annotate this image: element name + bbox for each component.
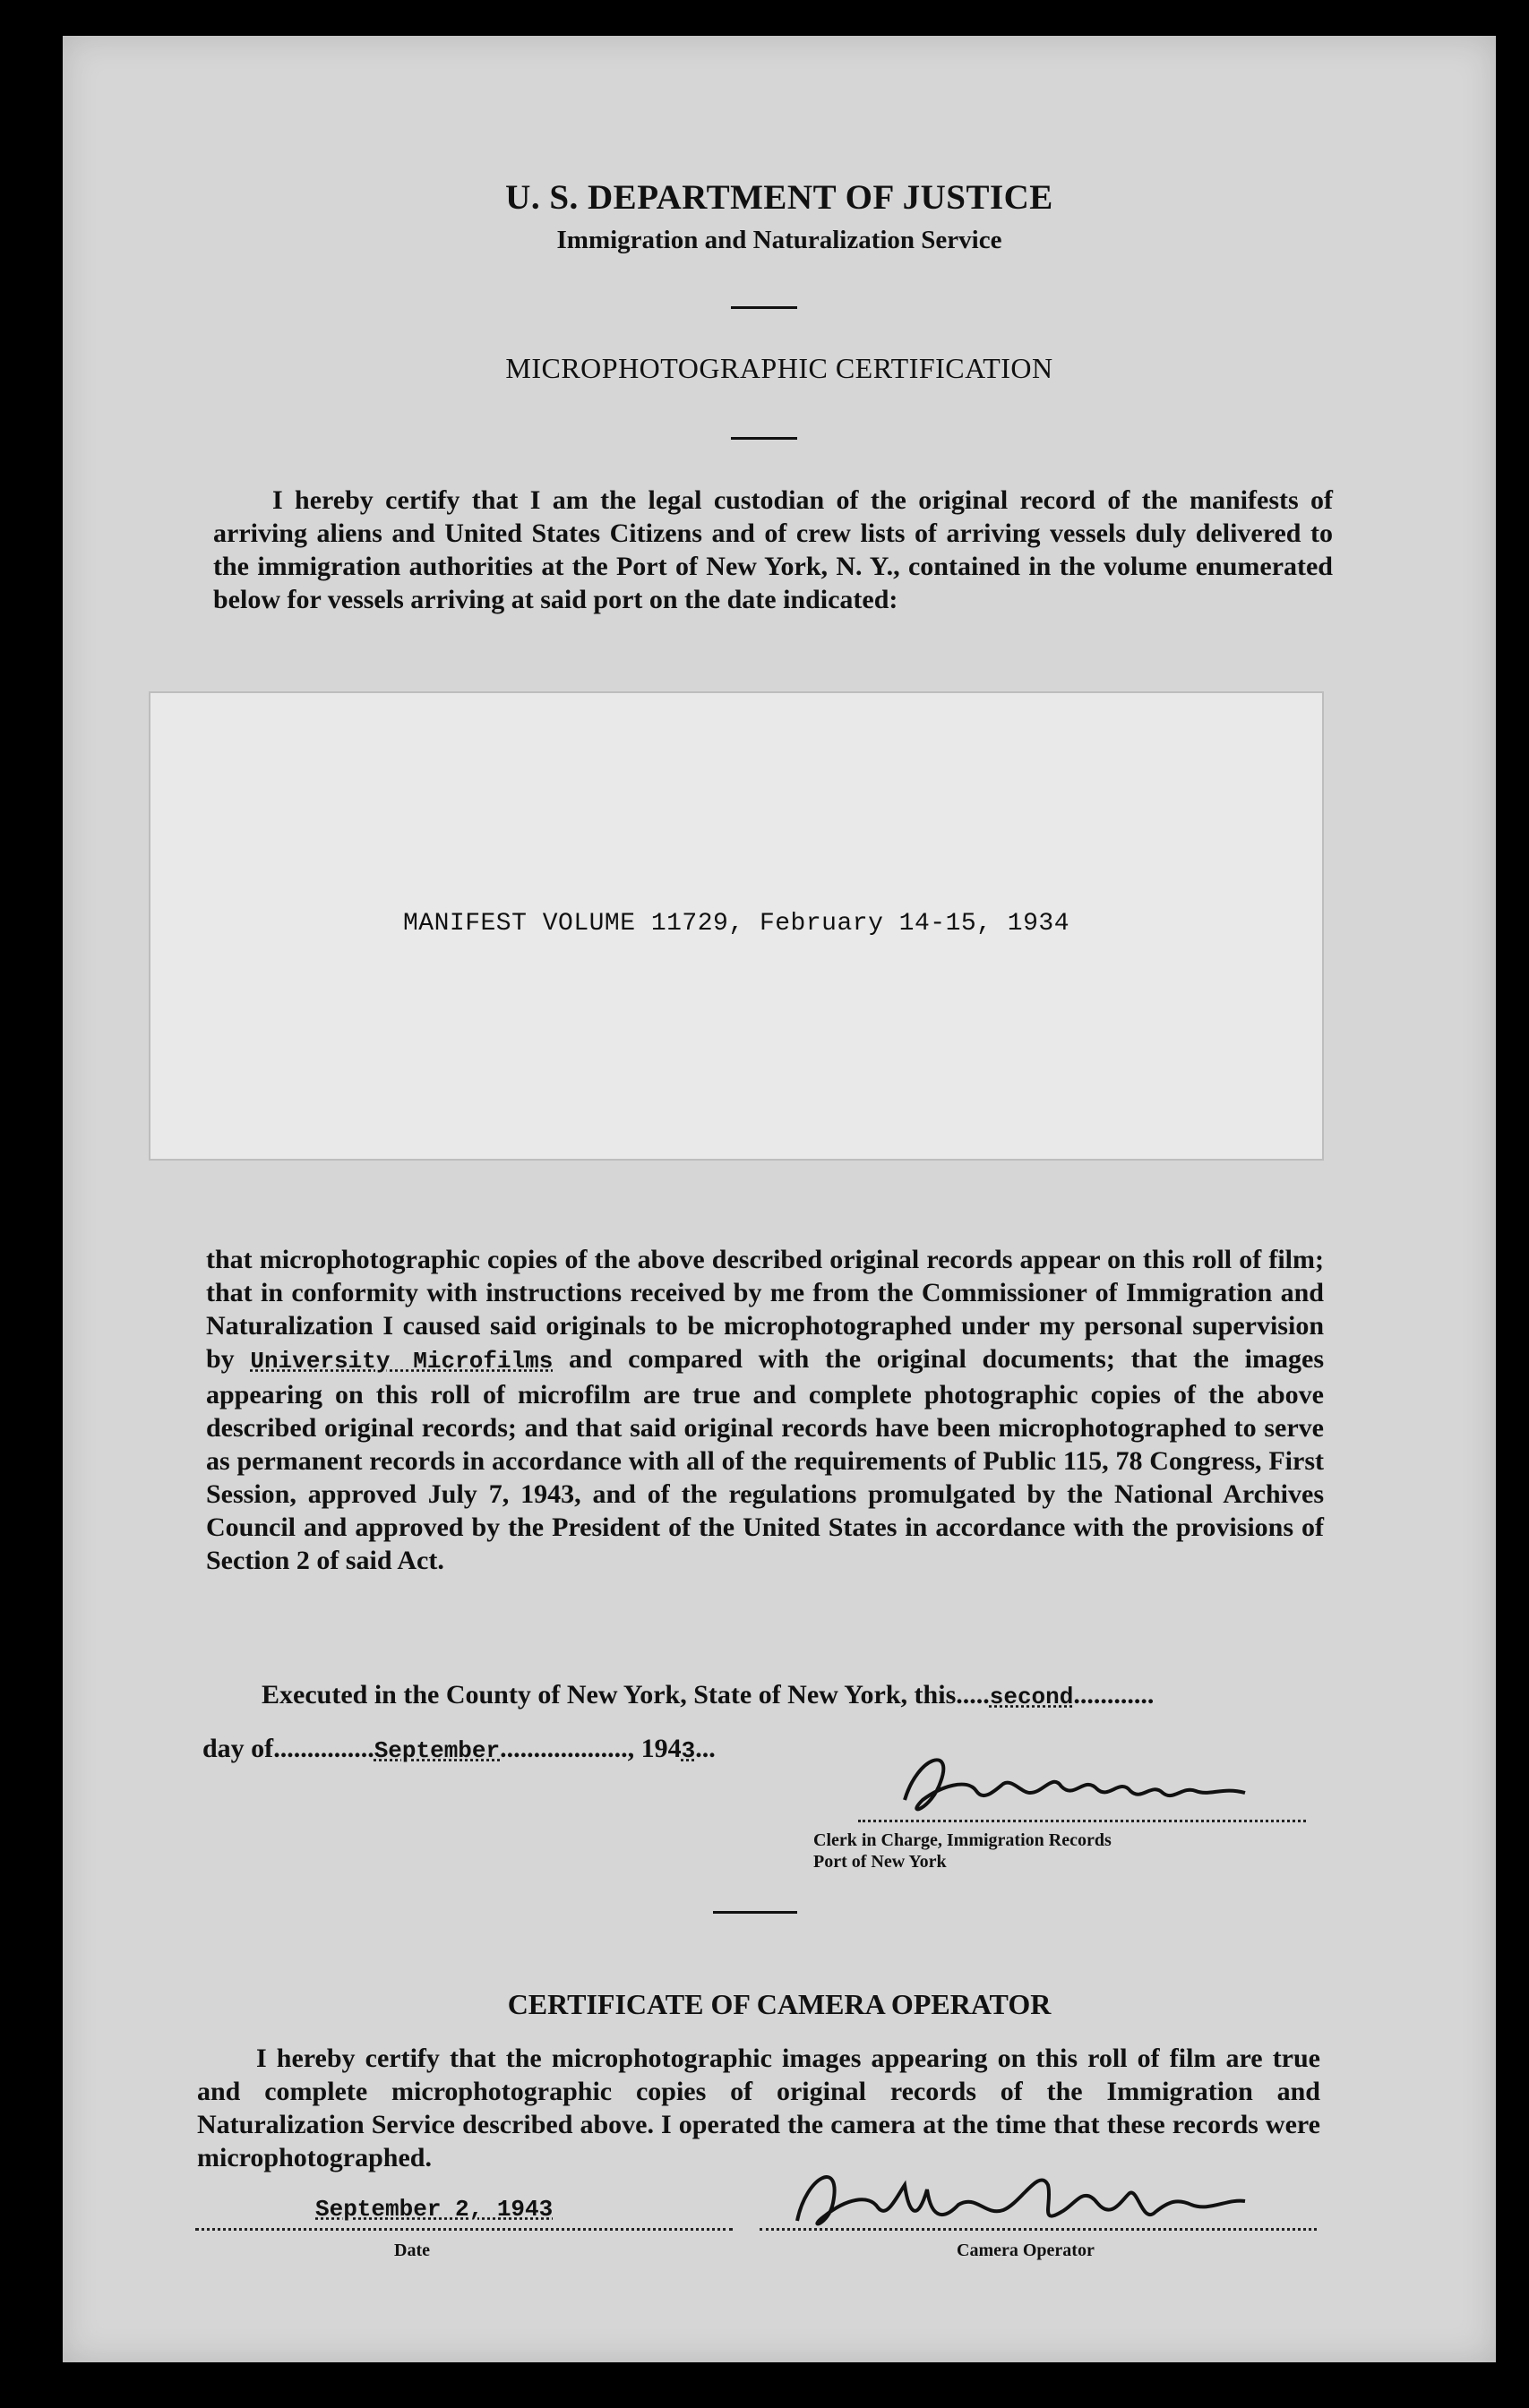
camera-date-line	[195, 2228, 733, 2231]
divider	[731, 306, 797, 309]
camera-paragraph: I hereby certify that the microphotographic images appearing on this roll of film are true and complete microphotographic copies of original records of the Immigration and Naturalization Service described above. I operated the camera at the time that these records were microphotographed.	[197, 2044, 1320, 2172]
date-line: day of...............September..................., 1943...	[202, 1734, 716, 1764]
year-prefix: , 194	[627, 1734, 682, 1763]
department-title: U. S. DEPARTMENT OF JUSTICE	[505, 178, 1053, 217]
divider	[713, 1911, 797, 1914]
year-digit: 3	[681, 1737, 696, 1764]
day-of-label: day of	[202, 1734, 274, 1763]
clerk-signature-line	[858, 1820, 1306, 1822]
divider	[731, 437, 797, 440]
volume-card	[149, 691, 1324, 1161]
certificate-sheet	[63, 36, 1496, 2362]
executed-line: Executed in the County of New York, State of New York, this.....second............	[262, 1680, 1155, 1710]
clerk-title: Clerk in Charge, Immigration Records	[813, 1830, 1112, 1850]
camera-operator-label: Camera Operator	[957, 2241, 1095, 2260]
supervisor-name: University Microfilms	[250, 1348, 554, 1375]
body-text-part1: that microphotographic copies of the above described original records appear on this roll of film; that in conformity with instructions received by me from the Commissioner of Immigration and Naturalization I caused said originals to be microphotographed under my personal supervision by	[206, 1245, 1324, 1374]
body-paragraph	[206, 1243, 1324, 1577]
executed-month: September	[374, 1737, 501, 1764]
volume-text: MANIFEST VOLUME 11729, February 14-15, 1934	[402, 910, 1070, 938]
clerk-port: Port of New York	[813, 1852, 947, 1872]
service-subtitle: Immigration and Naturalization Service	[556, 226, 1002, 254]
camera-certificate-title: CERTIFICATE OF CAMERA OPERATOR	[507, 1988, 1052, 2020]
certification-title: MICROPHOTOGRAPHIC CERTIFICATION	[505, 352, 1053, 384]
body-text-part2: and compared with the original documents; that the images appearing on this roll of microfilm are true and complete photographic copies of the above described original records; and that said original records have been microphotographed to serve as permanent records in accordance with all of the requirements of Public 115, 78 Congress, First Session, approved July 7, 1943, and of the regulations promulgated by the National Archives Council and approved by the President of the United States in accordance with the provisions of Section 2 of said Act.	[206, 1344, 1325, 1575]
camera-date-label: Date	[394, 2241, 430, 2260]
intro-paragraph: I hereby certify that I am the legal custodian of the original record of the manifests of arriving aliens and United States Citizens and of crew lists of arriving vessels duly delivered to the immigration authorities at the Port of New York, N. Y., contained in the volume enumerated below for vessels arriving at said port on the date indicated:	[213, 485, 1333, 614]
camera-date-value: September 2, 1943	[315, 2196, 554, 2223]
executed-prefix: Executed in the County of New York, State of New York, this	[262, 1680, 957, 1710]
camera-operator-line	[760, 2228, 1317, 2231]
executed-day: second	[989, 1684, 1074, 1710]
camera-operator-signature	[743, 2149, 1317, 2248]
